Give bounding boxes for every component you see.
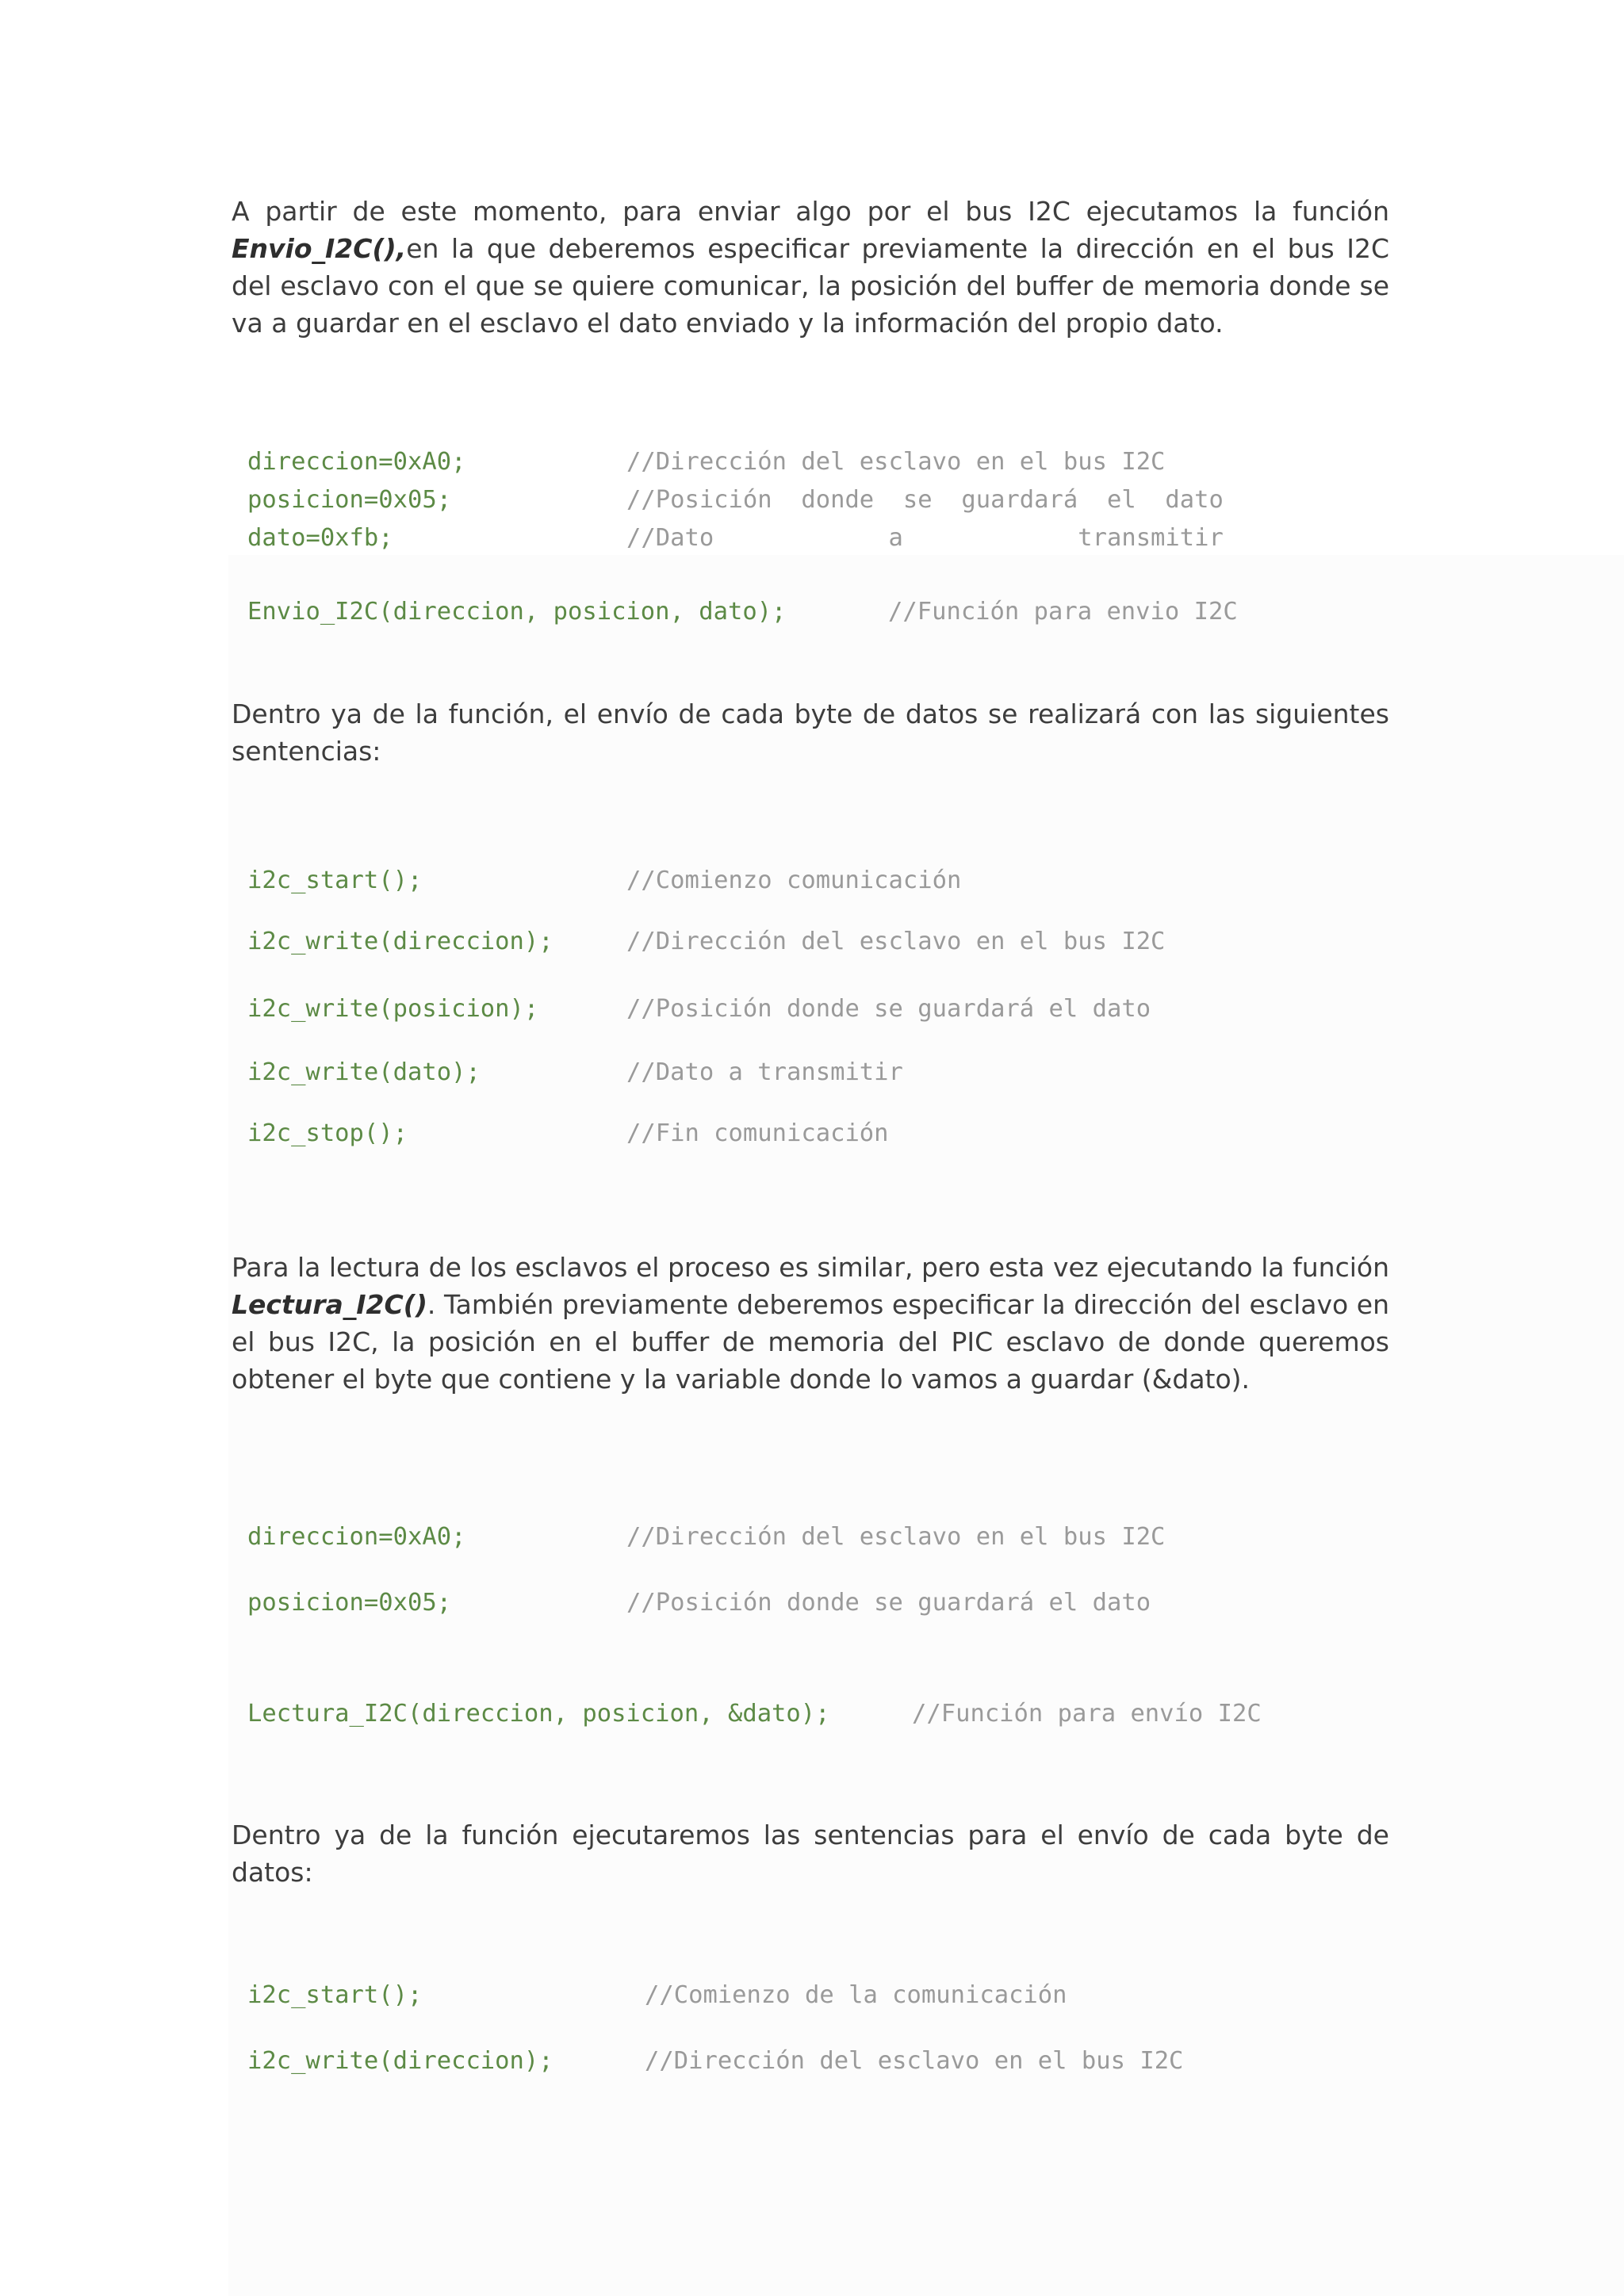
function-name-lectura: Lectura_I2C() [232, 1289, 427, 1320]
paragraph-text: Para la lectura de los esclavos el proceso es similar, pero esta vez ejecutando la función [232, 1252, 1389, 1283]
paragraph-text: A partir de este momento, para enviar algo por el bus I2C ejecutamos la función [232, 196, 1389, 227]
paragraph-lectura-intro [232, 1249, 1389, 1398]
code-line-envio-call: Envio_I2C(direccion, posicion, dato); //Función para envio I2C [247, 598, 1238, 626]
paragraph-lectura-sentences: Dentro ya de la función ejecutaremos las sentencias para el envío de cada byte de datos: [232, 1820, 1389, 1888]
paragraph-text: . También previamente deberemos especificar la dirección del esclavo en el bus I2C, la posición en el buffer de memoria del PIC esclavo de donde queremos obtener el byte que contiene y la variable donde lo vamos a guardar (&dato). [232, 1289, 1389, 1395]
code-line-lectura-call: Lectura_I2C(direccion, posicion, &dato); //Función para envío I2C [247, 1700, 1262, 1728]
function-name-envio: Envio_I2C(), [232, 233, 407, 264]
code-line: direccion=0xA0; //Dirección del esclavo en el bus I2C [247, 1523, 1166, 1551]
code-line: i2c_write(direccion); //Dirección del esclavo en el bus I2C [247, 928, 1166, 955]
paragraph-text: en la que deberemos especificar previamente la dirección en el bus I2C del esclavo con el que se quiere comunicar, la posición del buffer de memoria donde se va a guardar en el esclavo el dato enviado y la información del propio dato. [232, 233, 1389, 339]
code-line: i2c_start(); //Comienzo comunicación [247, 867, 962, 894]
code-line: posicion=0x05; //Posición donde se guardará el dato [247, 1589, 1151, 1617]
code-line: i2c_write(posicion); //Posición donde se guardará el dato [247, 995, 1151, 1023]
code-line: direccion=0xA0; //Dirección del esclavo en el bus I2C [247, 448, 1166, 476]
code-line: i2c_write(direccion); //Dirección del esclavo en el bus I2C [247, 2047, 1184, 2075]
paragraph-envio-intro [232, 193, 1389, 342]
code-line: i2c_stop(); //Fin comunicación [247, 1119, 889, 1147]
code-line: i2c_start(); //Comienzo de la comunicación [247, 1981, 1067, 2009]
paragraph-envio-sentences: Dentro ya de la función, el envío de cada byte de datos se realizará con las siguientes sentencias: [232, 698, 1389, 767]
code-line: dato=0xfb; //Dato a transmitir [247, 524, 1224, 552]
code-line: i2c_write(dato); //Dato a transmitir [247, 1058, 903, 1086]
code-line: posicion=0x05; //Posición donde se guardará el dato [247, 486, 1224, 514]
page-shade [228, 555, 1624, 2296]
